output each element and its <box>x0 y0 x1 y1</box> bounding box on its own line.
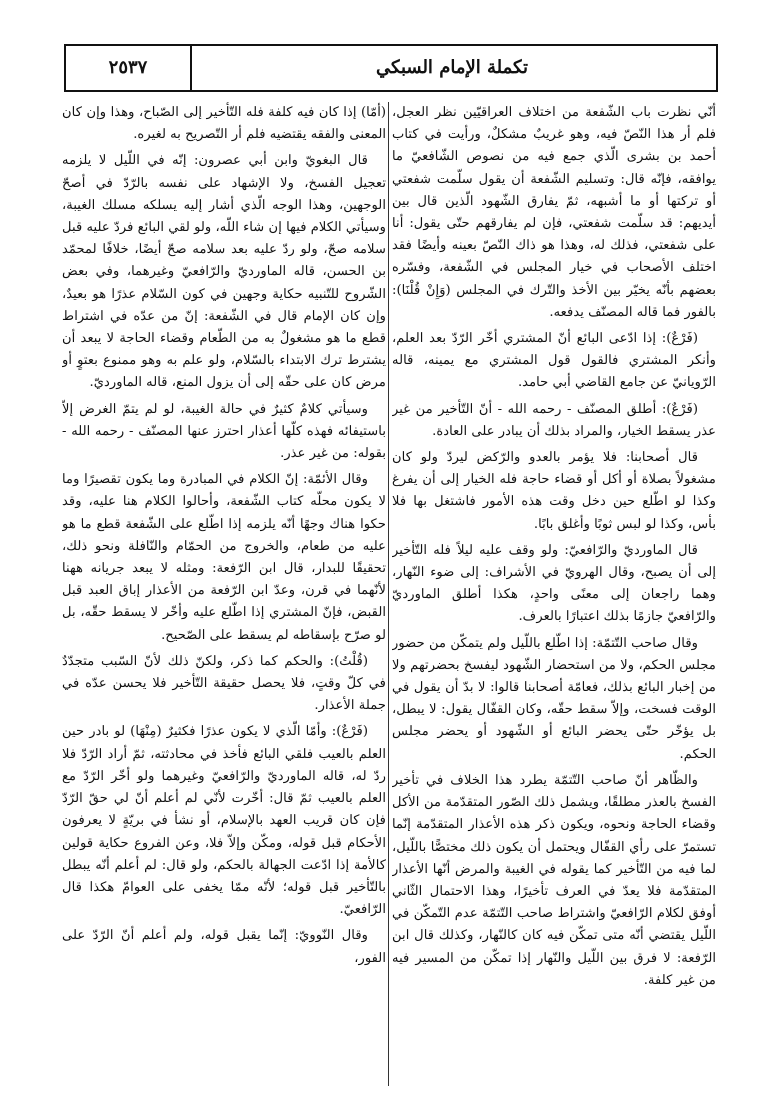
paragraph: (قُلْتُ): والحكم كما ذكر، ولكنّ ذلك لأنّ السّبب متجدّدٌ في كلّ وقتٍ، فلا يحصل حقيقة التّأخير فلا يحسن عدّه في جملة الأعذار. <box>62 653 386 714</box>
paragraph: (فَرْعٌ): أطلق المصنّف - رحمه الله - أنّ التّأخير من غير عذر يسقط الخيار، والمراد بذلك أن يبادر على العادة. <box>392 401 716 439</box>
left-column <box>62 102 386 1092</box>
paragraph: قال البغويّ وابن أبي عصرون: إنّه في اللّيل لا يلزمه تعجيل الفسخ، ولا الإشهاد على نفسه بالرّدّ في أصحّ الوجهين، وهذا الوجه الّذي أشار إليه يسلكه مسلك الغيبة، وسيأتي الكلام فيها إن شاء اللّه، ولو لقي البائع فردّ عليه قبل سلامه صحّ، ولو ردّ عليه بعد سلامه صحّ أيضًا، خلافًا لمحمّد بن الحسن، قاله الماورديّ والرّافعيّ وغيرهما، وفي بعض الشّروح للتّنبيه حكاية وجهين في كون السّلام عذرًا هو بعيدٌ، وإن كان الإمام قال في الشّفعة: إنّ من عدّه في اشتراط قطع ما هو مشغولٌ به من الطّعام وقضاء الحاجة لا يبعد أن يشترط ترك الابتداء بالسّلام، ولو علم به وهو ممنوع بعتوٍ أو مرض كان على حقّه إلى أن يزول المنع، قاله الماورديّ. <box>62 153 386 391</box>
paragraph: (فَرْعٌ): إذا ادّعى البائع أنّ المشتري أخّر الرّدّ بعد العلم، وأنكر المشتري فالقول قول المشتري مع يمينه، قاله الرّويانيّ عن جامع القاضي أبي حامد. <box>392 331 716 391</box>
running-title: تكملة الإمام السبكي <box>376 57 528 78</box>
page-number: ٢٥٣٧ <box>108 57 148 78</box>
paragraph: (فَرْعٌ): وأمّا الّذي لا يكون عذرًا فكثيرٌ (مِنْهَا) لو بادر حين العلم بالعيب فلقي البائع فأخذ في محادثته، ثمّ أراد الرّدّ فلا ردّ له، قاله الماورديّ والرّافعيّ وغيرهما ولو أخّر الرّدّ مع العلم بالعيب ثمّ قال: أخّرت لأنّي لم أعلم أنّ لي حقّ الرّدّ فإن كان قريب العهد بالإسلام، أو نشأ في بريّةٍ لا يعرفون الأحكام قبل قوله، ومكّن وإلاّ فلا، وعن الفروع حكاية قولين كالأمة إذا ادّعت الجهالة بالحكم، ولو قال: لم أعلم أنّه يبطل بالتّأخير قبل قوله؛ لأنّه ممّا يخفى على العوامّ هكذا قال الرّافعيّ. <box>62 724 386 918</box>
paragraph: وقال صاحب التّتمّة: إذا اطّلع باللّيل ولم يتمكّن من حضور مجلس الحكم، ولا من استحضار الشّهود ليفسخ بحضرتهم ولا من إخبار البائع بذلك، فعامّة أصحابنا قالوا: لا بدّ أن يقول في الوقت فسخت، وإلاّ سقط حقّه، وكان القفّال يقول: لا يبطل، بل يؤخّر حتّى يحضر البائع أو الشّهود أو يحضر مجلس الحكم. <box>392 635 716 762</box>
header-divider <box>190 46 192 90</box>
paragraph: وسيأتي كلامٌ كثيرٌ في حالة الغيبة، لو لم يتمّ الغرض إلاّ باستيفائه فهذه كلّها أعذار احترز عنها المصنّف - رحمه الله - بقوله: من غير عذر. <box>62 401 386 462</box>
paragraph: وقال النّوويّ: إنّما يقبل قوله، ولم أعلم أنّ الرّدّ على الفور، <box>62 928 386 966</box>
paragraph: وقال الأئمّة: إنّ الكلام في المبادرة وما يكون تقصيرًا وما لا يكون محلّه كتاب الشّفعة، وأحالوا الكلام هنا عليه، وقد حكوا هناك وجهًا أنّه يلزمه إذا اطّلع على الشّفعة قطع ما هو عليه من طعام، والخروج من الحمّام والنّافلة ونحو ذلك، تحقيقًا للبدار، قال ابن الرّفعة: ومثله لا يبعد جريانه ههنا لأنّهما في قرن، وعدّ ابن الرّفعة من الأعذار إباق العبد قبل القبض، فإنّ المشتري إذا اطّلع عليه وأخّر لا يسقط حقّه، بل لو صرّح بإسقاطه لم يسقط على الصّحيح. <box>62 472 386 643</box>
paragraph: (أمّا) إذا كان فيه كلفة فله التّأخير إلى الصّباح، وهذا وإن كان المعنى والفقه يقتضيه فلم أر التّصريح به لغيره. <box>62 105 386 143</box>
paragraph: قال أصحابنا: فلا يؤمر بالعدو والرّكض ليردّ ولو كان مشغولاً بصلاة أو أكل أو قضاء حاجة فله الخيار إلى أن يفرغ وكذا لو اطّلع حين دخل وقت هذه الأمور فاشتغل بها فلا بأس، وكذا لو لبس ثوبًا وأغلق بابًا. <box>392 450 716 532</box>
page-header <box>64 44 718 92</box>
right-column <box>392 102 716 1092</box>
paragraph: أنّي نظرت باب الشّفعة من اختلاف العراقيّين نظر العجل، فلم أر هذا النّصّ فيه، وهو غريبٌ مشكلٌ، ورأيت في كتاب أحمد بن بشرى الّذي جمع فيه من نصوص الشّافعيّ ما يوافقه، فإنّه قال: وتسليم الشّفعة أن يقول سلّمت شفعتي أو تركتها أو ما أشبهه، ثمّ يفارق الشّهود الّذين قال بين أيديهم: قد سلّمت شفعتي، فإن لم يفارقهم حتّى يقول: أنا على شفعتي، فذلك له، وهذا هو ذاك النّصّ بعينه وأيضًا فقد اختلف الأصحاب في خيار المجلس في الشّفعة، وفسّره بعضهم بأنّه يخيّر بين الأخذ والتّرك في المجلس (وَإِنْ قُلْنَا): بالفور فما قاله المصنّف يدفعه. <box>392 105 716 320</box>
paragraph: قال الماورديّ والرّافعيّ: ولو وقف عليه ليلاً فله التّأخير إلى أن يصبح، وقال الهرويّ في الأشراف: إلى ضوء النّهار، وهما راجعان إلى معنًى واحدٍ، هكذا أطلق الماورديّ والرّافعيّ جازمًا بذلك اعتبارًا بالعرف. <box>392 542 716 625</box>
paragraph: والظّاهر أنّ صاحب التّتمّة يطرد هذا الخلاف في تأخير الفسخ بالعذر مطلقًا، ويشمل ذلك الصّور المتقدّمة من الأكل وقضاء الحاجة ونحوه، ويكون ذكر هذه الأعذار المتقدّمة إنّما تستمرّ على رأي القفّال ويحتمل أن يكون ذلك مختصًّا باللّيل، لما فيه من التّأخير كما يقوله في الغيبة والمرض أنّها الأعذار المتقدّمة فلا يعدّ في العرف تأخيرًا، وهذا الاحتمال الثّاني أوفق لكلام الرّافعيّ واشتراط صاحب التّتمّة عدم التّمكّن في اللّيل يقتضي أنّه متى تمكّن فيه كان كالنّهار، وكذلك قال ابن الرّفعة: لا فرق بين اللّيل والنّهار إذا تمكّن من المسير فيه من غير كلفة. <box>392 772 716 988</box>
column-divider <box>388 102 389 1086</box>
